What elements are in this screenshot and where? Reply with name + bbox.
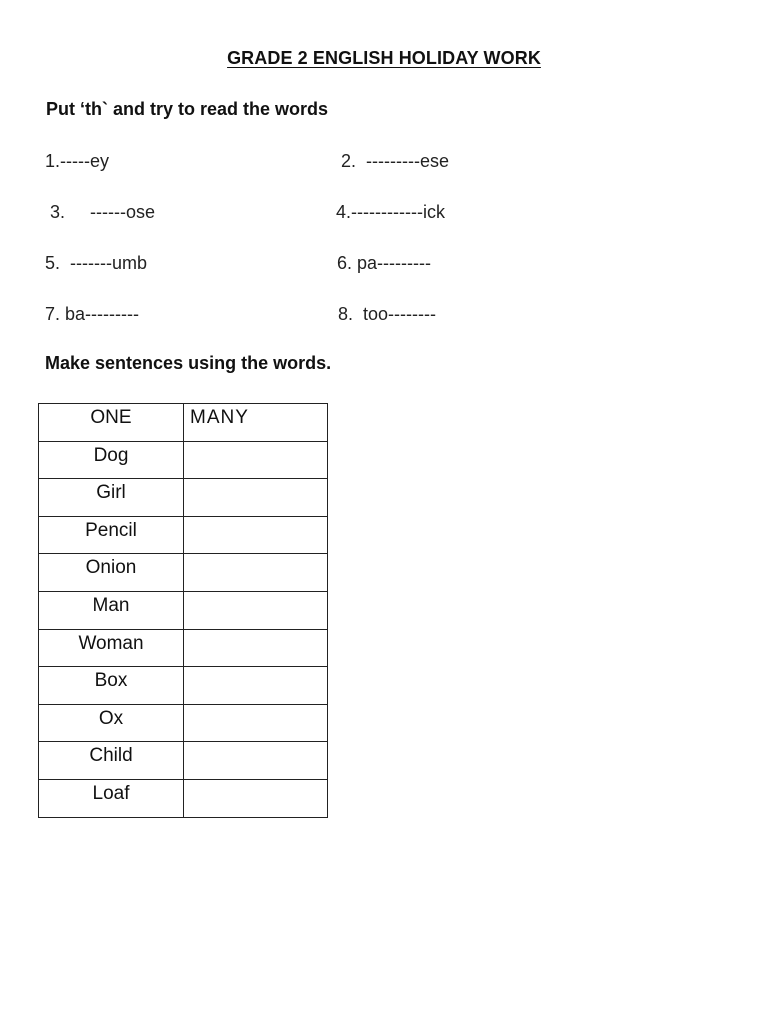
- word-cell: Dog: [39, 441, 184, 479]
- answer-cell: [184, 479, 328, 517]
- table-row: [39, 629, 328, 667]
- answer-cell: [184, 591, 328, 629]
- word-item-5: 5. -------umb: [45, 253, 147, 273]
- table-row: [39, 554, 328, 592]
- answer-cell: [184, 779, 328, 817]
- table-row: [39, 667, 328, 705]
- answer-cell: [184, 704, 328, 742]
- column-header-many: MANY: [184, 404, 328, 442]
- table-row: [39, 742, 328, 780]
- one-many-table: [38, 403, 328, 818]
- table-row: [39, 516, 328, 554]
- answer-cell: [184, 516, 328, 554]
- column-header-one: ONE: [39, 404, 184, 442]
- word-cell: Woman: [39, 629, 184, 667]
- word-item-4: 4.------------ick: [336, 202, 445, 222]
- table-row: [39, 479, 328, 517]
- answer-cell: [184, 742, 328, 780]
- word-cell: Box: [39, 667, 184, 705]
- word-item-6: 6. pa---------: [337, 253, 431, 273]
- answer-cell: [184, 554, 328, 592]
- word-cell: Loaf: [39, 779, 184, 817]
- instruction-make-sentences: Make sentences using the words.: [45, 353, 332, 373]
- table-row: [39, 779, 328, 817]
- table-row: [39, 704, 328, 742]
- word-cell: Child: [39, 742, 184, 780]
- word-item-3: 3. ------ose: [50, 202, 156, 222]
- page-title: GRADE 2 ENGLISH HOLIDAY WORK: [227, 48, 541, 68]
- word-item-7: 7. ba---------: [45, 304, 139, 324]
- table-row: [39, 441, 328, 479]
- answer-cell: [184, 441, 328, 479]
- word-item-2: 2. ---------ese: [341, 151, 449, 171]
- answer-cell: [184, 629, 328, 667]
- table-row: [39, 591, 328, 629]
- table-header-row: [39, 404, 328, 442]
- instruction-th-words: Put ‘th` and try to read the words: [46, 99, 329, 119]
- word-item-1: 1.-----ey: [45, 151, 109, 171]
- word-item-8: 8. too--------: [338, 304, 436, 324]
- word-cell: Pencil: [39, 516, 184, 554]
- answer-cell: [184, 667, 328, 705]
- word-cell: Girl: [39, 479, 184, 517]
- word-cell: Man: [39, 591, 184, 629]
- word-cell: Onion: [39, 554, 184, 592]
- word-cell: Ox: [39, 704, 184, 742]
